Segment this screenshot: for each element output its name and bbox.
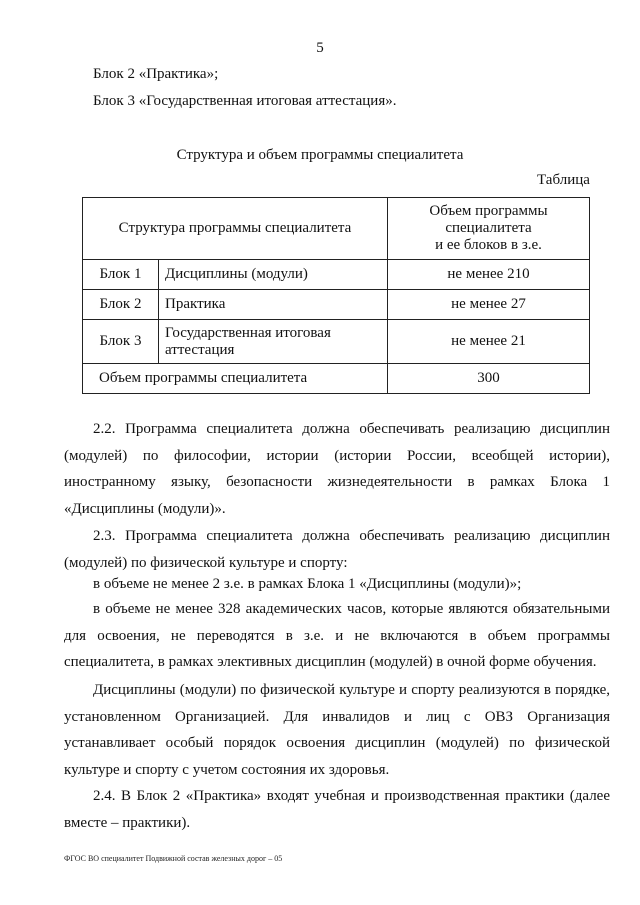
header-volume-line3: и ее блоков в з.е. <box>435 237 542 253</box>
header-volume <box>388 198 590 260</box>
total-label: Объем программы специалитета <box>83 364 388 394</box>
paragraph-2-3-item-b: в объеме не менее 328 академических часов, которые являются обязательными для освоения, не переводятся в з.е. и не включаются в объем программы специалитета, в рамках элективных дисциплин (модулей) в очной форме обучения. <box>64 601 610 671</box>
row-block: Блок 2 <box>83 290 159 320</box>
row-name: Государственная итоговая аттестация <box>159 320 388 364</box>
row-name: Практика <box>159 290 388 320</box>
row-block: Блок 1 <box>83 260 159 290</box>
table-row <box>83 320 590 364</box>
intro-block3: Блок 3 «Государственная итоговая аттестация». <box>93 93 397 109</box>
row-volume: не менее 210 <box>388 260 590 290</box>
table-row <box>83 290 590 320</box>
header-volume-line1: Объем программы <box>429 203 548 219</box>
row-volume: не менее 21 <box>388 320 590 364</box>
total-value: 300 <box>388 364 590 394</box>
header-structure: Структура программы специалитета <box>83 198 388 260</box>
table-row <box>83 260 590 290</box>
paragraph-2-3-note: Дисциплины (модули) по физической культуре и спорту реализуются в порядке, установленном Организацией. Для инвалидов и лиц с ОВЗ Организация устанавливает особый порядок освоения дисциплин (модулей) по физической культуре и спорту с учетом состояния их здоровья. <box>64 682 610 779</box>
page-number: 5 <box>316 40 324 56</box>
paragraph-2-4: 2.4. В Блок 2 «Практика» входят учебная и производственная практики (далее вместе – практики). <box>64 788 610 831</box>
table-header-row <box>83 198 590 260</box>
row-name: Дисциплины (модули) <box>159 260 388 290</box>
row-volume: не менее 27 <box>388 290 590 320</box>
paragraph-2-3: 2.3. Программа специалитета должна обеспечивать реализацию дисциплин (модулей) по физической культуре и спорту: <box>64 528 610 571</box>
footer-text: ФГОС ВО специалитет Подвижной состав железных дорог – 05 <box>64 854 283 863</box>
table-label: Таблица <box>537 172 590 188</box>
paragraph-2-2: 2.2. Программа специалитета должна обеспечивать реализацию дисциплин (модулей) по философии, истории (истории России, всеобщей истории), иностранному языку, безопасности жизнедеятельности в рамках Блока 1 «Дисциплины (модули)». <box>64 421 610 518</box>
row-block: Блок 3 <box>83 320 159 364</box>
table-total-row <box>83 364 590 394</box>
table-title: Структура и объем программы специалитета <box>176 147 464 163</box>
paragraph-2-3-item-a: в объеме не менее 2 з.е. в рамках Блока 1 «Дисциплины (модули)»; <box>93 576 522 592</box>
intro-block2: Блок 2 «Практика»; <box>93 66 219 82</box>
header-volume-line2: специалитета <box>445 220 532 236</box>
program-structure-table <box>82 197 590 394</box>
